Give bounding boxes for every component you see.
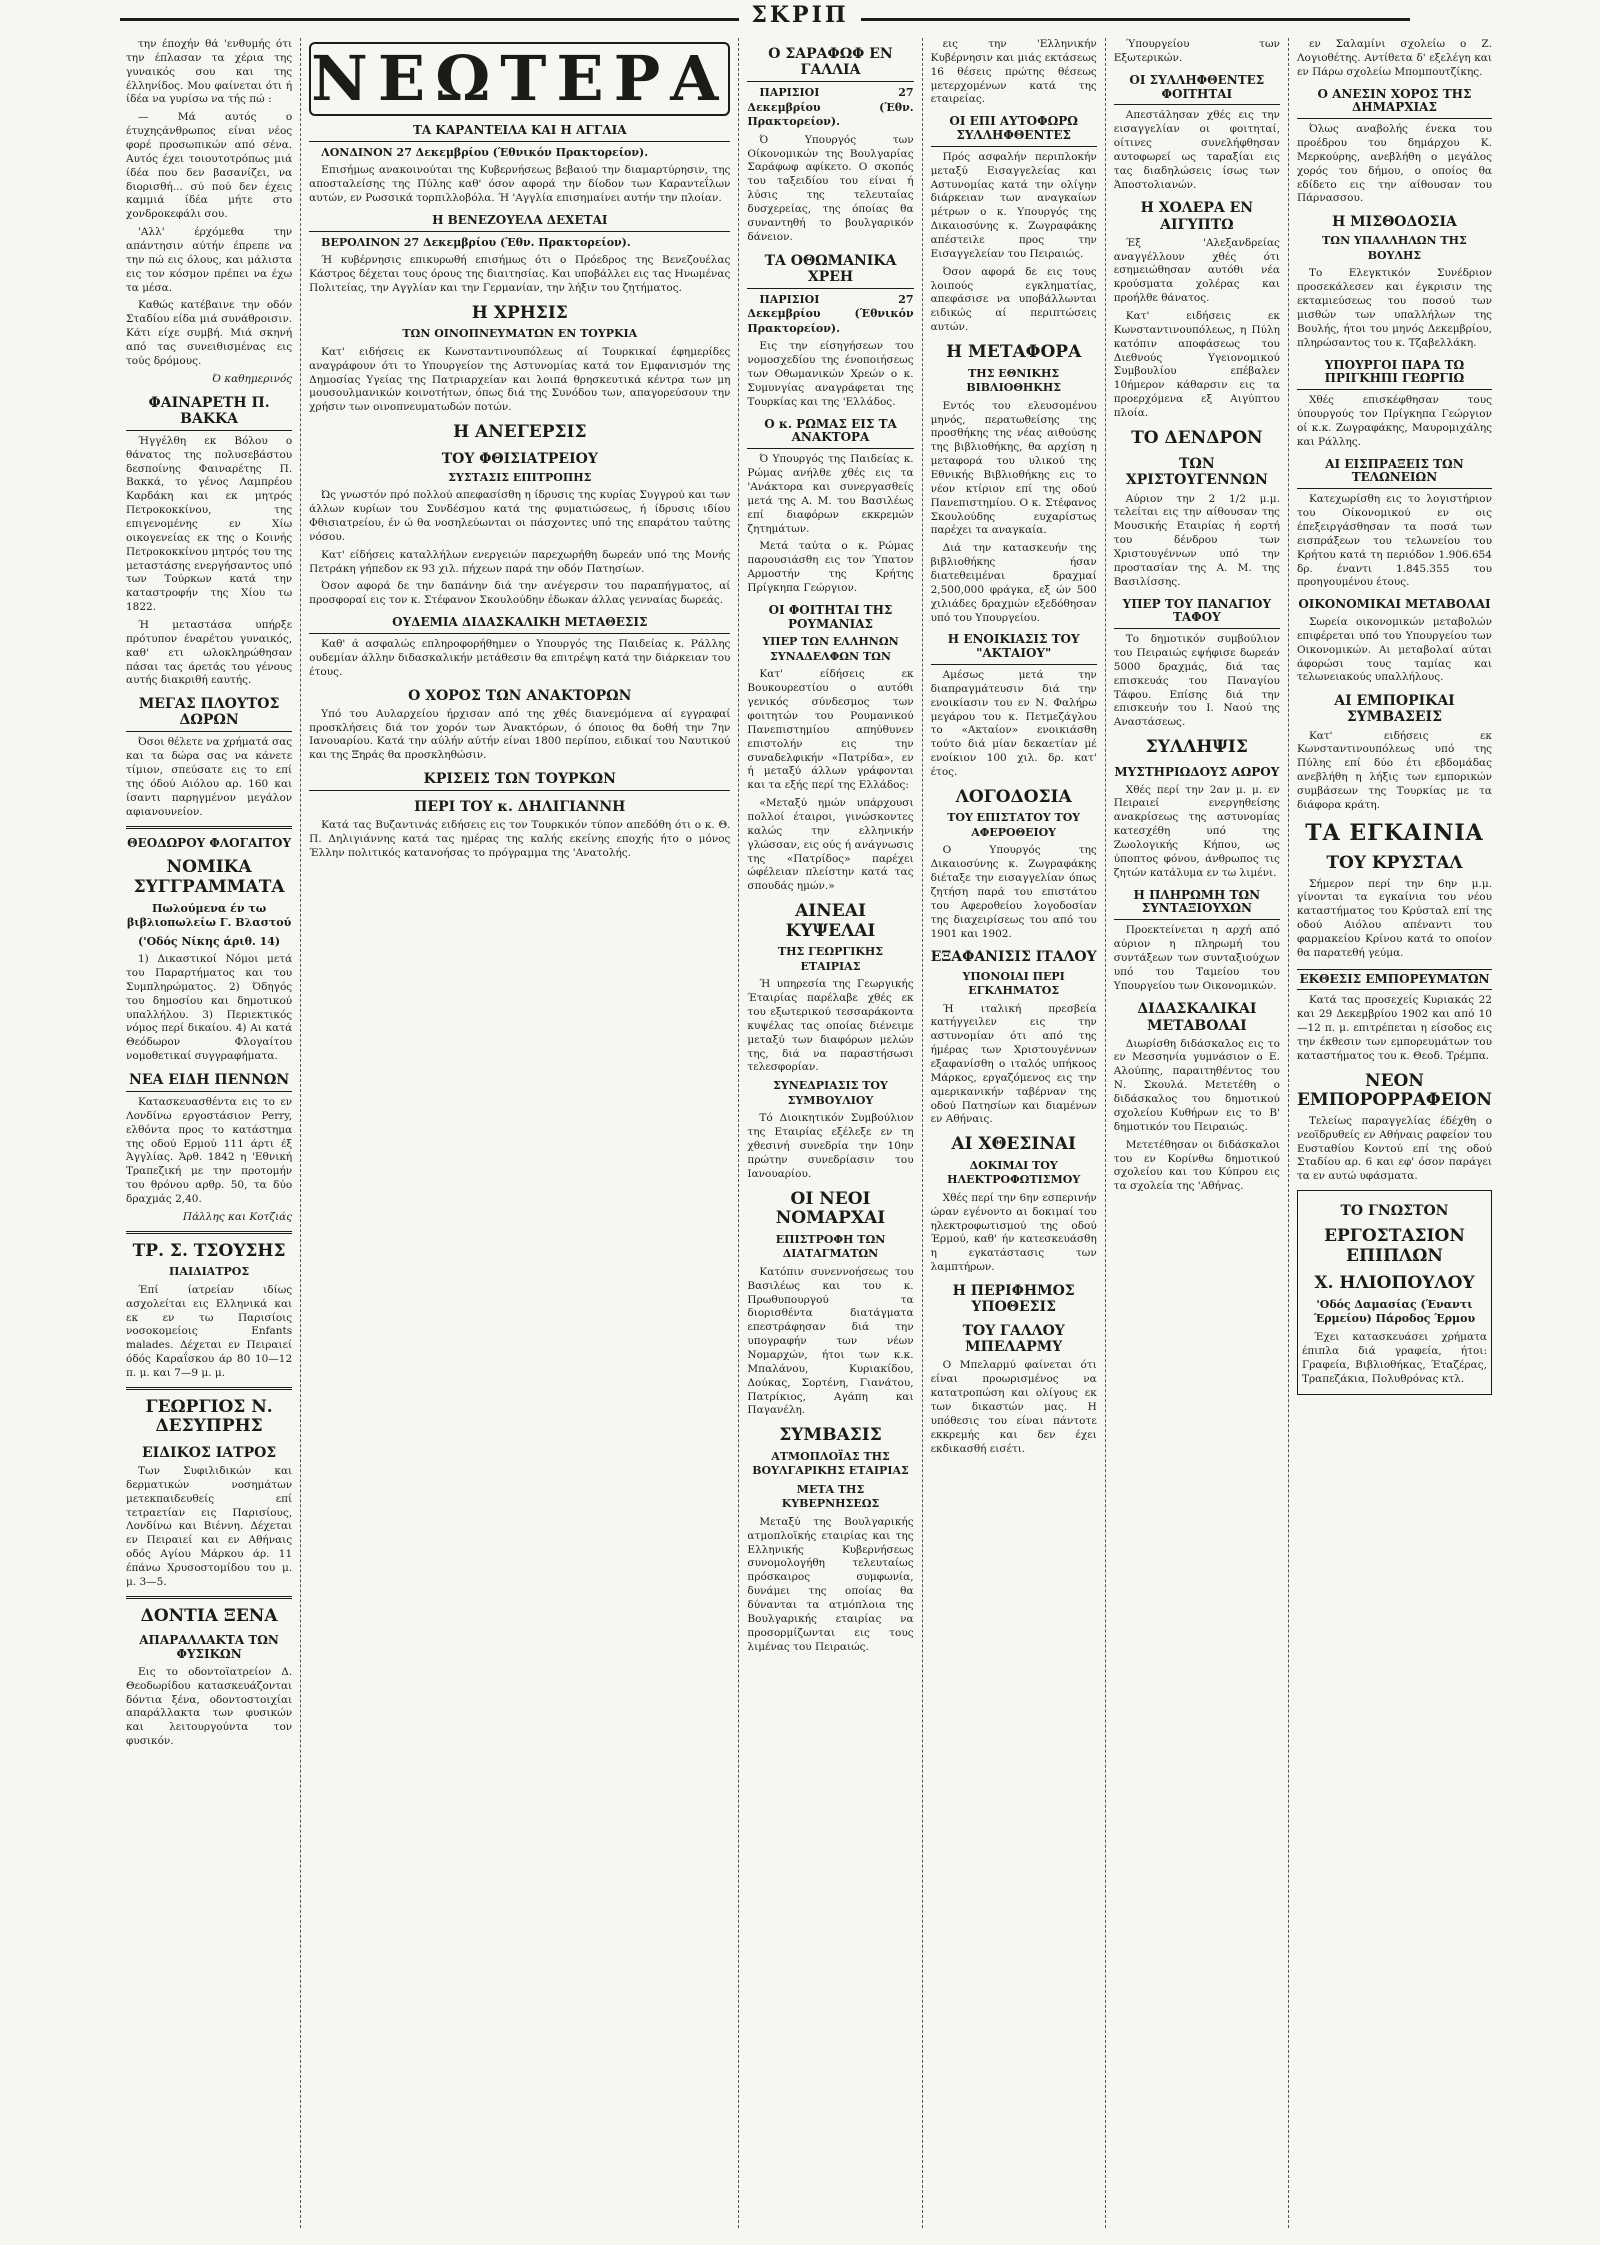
headline: ΠΕΡΙ ΤΟΥ κ. ΔΗΛΙΓΙΑΝΝΗ — [414, 799, 626, 816]
headline: ΤΡ. Σ. ΤΣΟΥΣΗΣ — [132, 1240, 286, 1261]
article-text: Έξ 'Αλεξανδρείας αναγγέλλουν χθές ότι εσημειώθησαν αυτόθι νέα κρούσματα χολέρας και προήλθε θάνατος. — [1113, 236, 1280, 305]
headline: ΤΩΝ ΧΡΙΣΤΟΥΓΕΝΝΩΝ — [1125, 456, 1268, 489]
article-text: Ή κυβέρνησις επικυρωθή επισήμως ότι ο Πρόεδρος της Βενεζουέλας Κάστρος δέχεται τους όρους της διαιτησίας. Και υποβάλλει εις τας Ηνωμένας Πολιτείας, την Αγγλίαν και την Γερμανίαν, την λήξιν του ζητήματος. — [309, 254, 731, 294]
subheadline: ΔΟΚΙΜΑΙ ΤΟΥ ΗΛΕΚΤΡΟΦΩΤΙΣΜΟΥ — [947, 1158, 1081, 1187]
headline: ΑΙ ΧΘΕΣΙΝΑΙ — [951, 1134, 1077, 1155]
column-2 — [301, 38, 739, 2228]
newspaper-columns — [118, 38, 1500, 2228]
headline: ΝΕΑ ΕΙΔΗ ΠΕΝΝΩΝ — [126, 1072, 292, 1092]
article-text: Απεστάλησαν χθές εις την εισαγγελίαν οι φοιτηταί, οίτινες συνελήφθησαν αυτοφωρεί ως ταραξίαι εις τας διαδηλώσεις ίσως των Άποστολιανών. — [1113, 109, 1280, 191]
headline: Ο ΣΑΡΑΦΩΦ ΕΝ ΓΑΛΛΙΑ — [747, 46, 913, 82]
article-text: 1) Δικαστικοί Νόμοι μετά του Παραρτήματος και του Συμπληρώματος. 2) Όδηγός του δημοσίου και δημοτικού υπαλλήλου. 3) Περιεκτικός νόμος περί δικαίου. 4) Αι κατά Θεόδωρον Φλογαίτου νομοθετικαί συγγραφήματα. — [126, 953, 293, 1063]
dateline: ΛΟΝΔΙΝΟΝ 27 Δεκεμβρίου (Έθνικόν Πρακτορείον). — [321, 145, 649, 159]
article-text: Κατά τας προσεχείς Κυριακάς 22 και 29 Δεκεμβρίου 1902 και από 10—12 π. μ. επιτρέπεται η είσοδος εις την έκθεσιν των εμπορευμάτων του καταστήματος του κ. Θεοδ. Τρέμπα. — [1296, 994, 1492, 1062]
article-text: Εντός του ελευσομένου μηνός, περατωθείσης της προσθήκης της νέας αιθούσης της βιβλιοθήκης, θα αρχίση η μεταφορά του υλικού της Εθνικής Βιβλιοθήκης εις το νέον κτίριον επί της οδού Πανεπιστημίου. Ο κ. Στέφανος Σκουλούδης ευχαρίστως παρέχει τα αναγκαία. — [930, 399, 1097, 537]
subheadline: ΣΥΝΕΔΡΙΑΣΙΣ ΤΟΥ ΣΥΜΒΟΥΛΙΟΥ — [773, 1079, 888, 1107]
headline: Ο ΧΟΡΟΣ ΤΩΝ ΑΝΑΚΤΟΡΩΝ — [408, 687, 632, 704]
headline: ΘΕΟΔΩΡΟΥ ΦΛΟΓΑΙΤΟΥ — [127, 835, 292, 850]
headline: ΟΙ ΝΕΟΙ ΝΟΜΑΡΧΑΙ — [775, 1188, 886, 1229]
headline: ΤΟ ΔΕΝΔΡΟΝ — [1131, 427, 1263, 448]
subheadline: ΤΩΝ ΟΙΝΟΠΝΕΥΜΑΤΩΝ ΕΝ ΤΟΥΡΚΙΑ — [402, 327, 638, 341]
headline: Χ. ΗΛΙΟΠΟΥΛΟΥ — [1314, 1273, 1475, 1294]
headline: ΤΑ ΚΑΡΑΝΤΕΙΛΑ ΚΑΙ Η ΑΓΓΛΙΑ — [309, 124, 730, 142]
article-text: Εις το οδοντοϊατρείον Δ. Θεοδωρίδου κατασκευάζονται δόντια ξένα, οδοντοστοιχίαι απαράλλακτα των φυσικών και λειτουργούντα τον φυσικόν. — [126, 1665, 293, 1748]
headline: Η ΜΙΣΘΟΔΟΣΙΑ — [1332, 214, 1457, 231]
headline: ΤΟΥ ΚΡΥΣΤΑΛ — [1326, 852, 1463, 873]
article-text: Κατ' ειδήσεις εκ Κωνσταντινουπόλεως, η Πύλη κατόπιν αποφάσεως του Διεθνούς Υγειονομικού Συμβουλίου επέβαλεν 10ήμερον κάθαρσιν εις τα προερχόμενα εξ Αιγύπτου πλοία. — [1113, 309, 1280, 419]
headline: ΟΙ ΦΟΙΤΗΤΑΙ ΤΗΣ ΡΟΥΜΑΝΙΑΣ — [768, 602, 893, 631]
headline: Η ΒΕΝΕΖΟΥΕΛΑ ΔΕΧΕΤΑΙ — [309, 214, 730, 232]
subheadline: ΕΠΙΣΤΡΟΦΗ ΤΩΝ ΔΙΑΤΑΓΜΑΤΩΝ — [775, 1232, 886, 1261]
article-text: Σήμερον περί την 6ην μ.μ. γίνονται τα εγκαίνια του νέου καταστήματος του Κρύσταλ επί της οδού Αιόλου απέναντι του φαρμακείου Κρίνου κατά το οποίον θα παρατεθή γεύμα. — [1296, 877, 1492, 959]
subheadline: ΣΥΣΤΑΣΙΣ ΕΠΙΤΡΟΠΗΣ — [448, 470, 592, 484]
article-text: Καθ' ά ασφαλώς επληροφορήθημεν ο Υπουργός της Παιδείας κ. Ράλλης ουδεμίαν άλλην διδασκαλικήν μετάθεσιν θα επιτρέψη κατά την διάρκειαν του έτους. — [309, 637, 731, 678]
subheadline: ΤΗΣ ΓΕΩΡΓΙΚΗΣ ΕΤΑΙΡΙΑΣ — [777, 945, 884, 973]
article-text: Όλως αναβολής ένεκα του προέδρου του δημάρχου Κ. Μερκούρης, ανεβλήθη ο μεγάλος χορός του δήμου, ο οποίος θα εδίδετο εις την αίθουσαν του Πάρνασσου. — [1296, 123, 1492, 205]
subheadline: ΤΩΝ ΥΠΑΛΛΗΛΩΝ ΤΗΣ ΒΟΥΛΗΣ — [1322, 234, 1467, 262]
column-5 — [1106, 38, 1289, 2228]
subheadline: ΠΑΙΔΙΑΤΡΟΣ — [169, 1265, 250, 1279]
article-text: Κατ' ειδήσεις εκ Κωνσταντινουπόλεως υπό της Πύλης επί δύο έτι εβδομάδας ανεβλήθη η λήξις των εμπορικών συμβάσεων της Τουρκίας με τα διάφορα κράτη. — [1296, 729, 1492, 811]
article-text: Ήγγέλθη εκ Βόλου ο θάνατος της πολυσεβάστου δεσποίνης Φαιναρέτης Π. Βακκά, το γένος Λαμπρέου Καρδάκη και εκ μητρός Πετροκοκκίνου, της επιγενομένης εν Χίω οικογενείας εκ της ο Κοινής Πετροκοκκίνου μητρός του της μεταστάσης ενεργήσαντος υπό των Τούρκων κατά την καταστροφήν της Χίου τω 1822. — [126, 434, 293, 614]
column-3 — [739, 38, 922, 2228]
headline: ΕΞΑΦΑΝΙΣΙΣ ΙΤΑΛΟΥ — [930, 949, 1097, 966]
headline: ΟΙ ΣΥΛΛΗΦΘΕΝΤΕΣ ΦΟΙΤΗΤΑΙ — [1114, 74, 1280, 106]
subheadline: ΑΤΜΟΠΛΟΪΑΣ ΤΗΣ ΒΟΥΛΓΑΡΙΚΗΣ ΕΤΑΙΡΙΑΣ — [752, 1449, 909, 1478]
masthead-title: ΣΚΡΙΠ — [0, 2, 1600, 28]
headline: Η ΠΕΡΙΦΗΜΟΣ ΥΠΟΘΕΣΙΣ — [952, 1283, 1075, 1316]
article-text: Το δημοτικόν συμβούλιον του Πειραιώς εψήφισε δωρεάν 5000 δραχμάς, διά τας επισκευάς του Παναγίου Τάφου. Επίσης διά την επισκευήν του Ι. Ναού της Αναστάσεως. — [1113, 633, 1280, 729]
headline: ΤΟΥ ΦΘΙΣΙΑΤΡΕΙΟΥ — [441, 450, 598, 467]
column-4 — [923, 38, 1106, 2228]
headline: ΥΠΟΥΡΓΟΙ ΠΑΡΑ ΤΩ ΠΡΙΓΚΗΠΙ ΓΕΩΡΓΙΩ — [1297, 359, 1492, 391]
article-text: Ή ιταλική πρεσβεία κατήγγειλεν εις την αστυνομίαν ότι από της ήμέρας των Χριστουγέννων εξαφανίσθη ο ιταλός υπήκοος Μάρκος, εργαζόμενος εις την αμερικανικήν ταβέρναν της οδού Πατησίων και διαμένων εν Αθήναις. — [930, 1002, 1097, 1126]
article-text: Κατά τας Βυζαντινάς ειδήσεις εις τον Τουρκικόν τύπον απεδόθη ότι ο κ. Θ. Π. Δηλιγιάννης κατά τας ημέρας της καλής εκείνης εποχής ήτο ο μόνος Έλλην πολιτικός κατανοήσας το πρόγραμμα της 'Ανατολής. — [309, 819, 731, 859]
masthead — [0, 0, 1600, 36]
article-text: Προεκτείνεται η αρχή από αύριον η πληρωμή του συντάξεων των συνταξιούχων υπό του Ταμείου του Υπουργείου των Οικονομικών. — [1113, 924, 1280, 992]
article-text: Κατόπιν συνεννοήσεως του Βασιλέως και του κ. Πρωθυπουργού τα διορισθέντα διατάγματα επεστράφησαν διά την υπογραφήν των νέων Νομαρχών, ήτοι των κ.κ. Μπαλάνου, Κυριακίδου, Δούκας, Σορτένη, Γιανάτου, Πατρίκιος, Αγάπη και Παγανέλη. — [747, 1265, 914, 1417]
article-text: Επισήμως ανακοινούται της Κυβερνήσεως βεβαιού την διαμαρτύρησιν, της αποσταλείσης της Πύλης καθ' όσον αφορά την δίοδον των Καραντεΐλων αυτών, εν Ρωσσικά τορπιλλοβόλα. Ή 'Αγγλία επισημαίνει αυτήν την πλοίαν. — [309, 164, 731, 205]
headline: ΜΕΓΑΣ ΠΛΟΥΤΟΣ ΔΩΡΩΝ — [126, 696, 292, 732]
headline: Ο κ. ΡΩΜΑΣ ΕΙΣ ΤΑ ΑΝΑΚΤΟΡΑ — [747, 418, 913, 450]
article-text: Των Συφιλιδικών και δερματικών νοσημάτων μετεκπαιδευθείς επί τετραετίαν εις Παρισίους, Λονδίνω και Βιέννη. Δέχεται εν Πειραιεί και εν Αθήναις οδός Αγίου Μάρκου άρ. 11 έπάνω Χρυσοστομίδου του μ. μ. 3—5. — [126, 1465, 293, 1588]
headline: Η ΠΛΗΡΩΜΗ ΤΩΝ ΣΥΝΤΑΞΙΟΥΧΩΝ — [1114, 889, 1280, 921]
headline: ΑΙΝΕΑΙ ΚΥΨΕΛΑΙ — [785, 901, 876, 941]
article-text: Κατεχωρίσθη εις το λογιστήριον του Οίκονομικού εν οις έπεξειργάσθησαν τα ποσά των εισπράξεων του τελωνείου του Κρήτου κατά τη περιόδον 1.906.654 δρ. έναντι 1.845.355 του προηγουμένου έτους. — [1296, 493, 1492, 589]
article-text: Πρός ασφαλήν περιπλοκήν μεταξύ Εισαγγελείας και Αστυνομίας κατά την ολίγην διάρκειαν των αναγκαίων μέτρων ο κ. Υπουργός της Δικαιοσύνης κ. Ζωγραφάκης απέστειλε προς την Εισαγγελείαν του Πειραιώς. — [930, 150, 1097, 260]
article-text: Αύριον την 2 1/2 μ.μ. τελείται εις την αίθουσαν της Μουσικής Εταιρίας ή εορτή του δένδρου των Χριστουγέννων υπό την προστασίαν της Α. Μ. της Βασιλίσσης. — [1113, 492, 1280, 588]
headline: ΤΑ ΟΘΩΜΑΝΙΚΑ ΧΡΕΗ — [747, 253, 913, 289]
headline: ΝΟΜΙΚΑ ΣΥΓΓΡΑΜΜΑΤΑ — [133, 857, 285, 897]
article-text: Χθές επισκέφθησαν τους ύπουργούς τον Πρίγκηπα Γεώργιον οί κ.κ. Ζωγραφάκης, Μαυρομιχάλης και Ράλλης. — [1296, 394, 1492, 448]
subheadline: 'Οδός Δαμασίας (Έναντι Έρμείου) Πάροδος Έρμου — [1313, 1297, 1476, 1326]
article-text: Κατ' είδήσεις εκ Βουκουρεστίου ο αυτόθι γενικός σύνδεσμος των φοιτητών του Ρουμανικού Πανεπιστημίου απηύθυνεν επιστολήν εις την συναδελφικήν «Πατρίδα», εν ή μεταξύ άλλων γράφονται και τα εξής περί της Ελλάδος: — [747, 668, 914, 792]
article-text: Χθές περί την 2αν μ. μ. εν Πειραιεί ενεργηθείσης ανακρίσεως της αστυνομίας κατεσχέθη υπό της Ζωολογικής Κήπου, ως ύποπτος φόνου, άνθρωπος τις ζητών κατάλυμα εν τω λιμένι. — [1113, 783, 1280, 879]
article-text: Έχει κατασκευάσει χρήματα έπιπλα διά γραφεία, ήτοι: Γραφεία, Βιβλιοθήκας, Έταζέρας, Τραπεζάκια, Πολυθρόνας κτλ. — [1301, 1330, 1487, 1385]
headline: ΤΑ ΕΓΚΑΙΝΙΑ — [1305, 819, 1484, 846]
article-text: Όσοι θέλετε να χρήματά σας και τα δώρα σας να κάνετε τίμιον, σπεύσατε εις το επί της όδού Αιόλου αρ. 160 και ίσαντι παρηγμένον μεγάλον αφιανουνείον. — [126, 736, 293, 818]
subheadline: ('Οδός Νίκης άριθ. 14) — [138, 934, 281, 948]
article-text: Κατ' είδήσεις καταλλήλων ενεργειών παρεχωρήθη δωρεάν υπό της Μονής Πετράκη γήπεδον εκ 93 χιλ. πήχεων παρά την οδόν Πατησίων. — [309, 548, 731, 575]
advertisement-box — [1297, 1190, 1492, 1395]
divider — [126, 1231, 292, 1234]
article-text: «Μεταξύ ημών υπάρχουσι πολλοί έταιροι, γινώσκοντες καλώς την ελληνικήν γλώσσαν, εις ούς ή ανάγνωσις της «Πατρίδος» παρέχει ώφέλειαν πλείστην κατά τας σπουδάς ημών.» — [747, 797, 914, 893]
divider — [126, 1596, 292, 1599]
article-text: Όσον αφορά δε την δαπάνην διά την ανέγερσιν του παραπήγματος, αί προσφοραί εις τον κ. Στέφανον Σκουλούδην έδωκαν άλλας γενναίας δωρεάς. — [309, 580, 731, 607]
headline: ΔΟΝΤΙΑ ΞΕΝΑ — [140, 1605, 278, 1626]
headline: Η ΑΝΕΓΕΡΣΙΣ — [453, 422, 587, 443]
article-text: την έποχήν θά 'ενθυμής ότι την έπλασαν τα χέρια της γυναικός σου και της έλληνίδος. Μου φαίνεται ότι ή ίδέα να γυρίσω να τής πώ : — [126, 38, 293, 106]
headline: Η ΧΡΗΣΙΣ — [471, 302, 568, 323]
article-text: Κατασκευασθέντα εις το εν Λονδίνω εργοστάσιον Perry, ελθόντα προς το κατάστημα της οδού Ερμού 111 άρτι έξ Άγγλίας. Άρθ. 1842 η 'Εθνική Τραπεζική με την προτομήν του θρόνου αρθρ. 50, τα δύο δραχμάς 2,40. — [126, 1096, 293, 1206]
article-text: Σωρεία οικονομικών μεταβολών επιφέρεται υπό του Υπουργείου των Οικονομικών. Αι μεταβολαί αύται άφορώσι τους ταμίας και τελωνειακούς υπαλλήλους. — [1296, 616, 1492, 684]
article-text: Τό Διοικητικόν Συμβούλιον της Εταιρίας εξέλεξε εν τη χθεσινή συνεδρία την 10ην πρώτην συνεδρίασιν του Ιανουαρίου. — [747, 1112, 914, 1180]
article-text: Κατ' ειδήσεις εκ Κωνσταντινουπόλεως αί Τουρκικαί έφημερίδες αναγράφουν ότι το Υπουργείον της Αστυνομίας κατά τον Εμφανισμόν της Δημοσίας Υγείας της Πατριαρχείαν και λοιπά θρησκευτικά κέντρα των μη μουσουλμανικών κοινοτήτων, όπως διά της Συνόδου των, απαγορεύσουν την χρήσιν των οινοπνευματωδών ποτών. — [309, 345, 731, 414]
dateline: ΠΑΡΙΣΙΟΙ 27 Δεκεμβρίου (Έθνικόν Πρακτορείον). — [747, 292, 914, 335]
subheadline: ΥΠΕΡ ΤΩΝ ΕΛΛΗΝΩΝ ΣΥΝΑΔΕΛΦΩΝ ΤΩΝ — [762, 635, 899, 663]
headline: ΦΑΙΝΑΡΕΤΗ Π. ΒΑΚΚΑ — [126, 395, 292, 431]
article-text: Ό Υπουργός των Οίκονομικών της Βουλγαρίας Σαράφωφ αφίκετο. Ο σκοπός του ταξειδίου του είναι ή λύσις της τελευταίας δυσχερείας, της όποίας θα συναντηθή το βουλγαρικόν δάνειον. — [747, 133, 914, 243]
headline: ΓΕΩΡΓΙΟΣ Ν. ΔΕΣΥΠΡΗΣ — [145, 1396, 273, 1437]
article-text: Ύπουργείου των Εξωτερικών. — [1113, 38, 1280, 64]
article-text: Ώς γνωστόν πρό πολλού απεφασίσθη η ίδρυσις της κυρίας Συγγρού και των άλλων κυρίων του Συνδέσμου κατά της φυματιώσεως, ή ίδρυσις ιδίου Φθισιατρείου, έν ώ θα νοσηλεύωνται οι πάσχοντες υπό της επαράτου ταύτης νόσου. — [309, 489, 731, 543]
column-1 — [118, 38, 301, 2228]
headline: Η ΕΝΟΙΚΙΑΣΙΣ ΤΟΥ "ΑΚΤΑΙΟΥ" — [931, 633, 1097, 665]
subheadline: ΥΠΟΝΟΙΑΙ ΠΕΡΙ ΕΓΚΛΗΜΑΤΟΣ — [962, 969, 1065, 998]
subheadline: ΜΕΤΑ ΤΗΣ ΚΥΒΕΡΝΗΣΕΩΣ — [781, 1482, 880, 1511]
headline: ΜΥΣΤΗΡΙΩΔΟΥΣ ΑΩΡΟΥ — [1114, 764, 1280, 779]
headline: Ο ΑΝΕΣΙΝ ΧΟΡΟΣ ΤΗΣ ΔΗΜΑΡΧΙΑΣ — [1297, 88, 1492, 120]
article-text: 'Αλλ' έρχόμεθα την απάντησιν αύτήν έπρεπε να την πώ εις όλους, και μάλιστα εις τον κόσμον πρέπει να έχω τα μέσα. — [126, 226, 293, 294]
headline: ΣΥΛΛΗΨΙΣ — [1145, 737, 1248, 758]
subheadline: Πωλούμενα έν τω βιβλιοπωλείω Γ. Βλαστού — [126, 901, 292, 930]
article-text: εν Σαλαμίνι σχολείω ο Ζ. Λογιοθέτης. Αντίθετα δ' εξελέγη και εν Πάρω σχολείω Μπομπουτζίκης. — [1296, 38, 1492, 78]
article-text: Υπό του Αυλαρχείου ήρχισαν από της χθές διανεμόμενα αί εγγραφαί προσκλήσεις διά τον χορόν των Άνακτόρων, ό όποιος θα δοθή την 7ην Ιανουαρίου. Κατά την αύλήν αύτήν είναι 1800 περίπου, ειδικαί του Ναυτικού και της Ξηράς θα προσκληθώσιν. — [309, 707, 731, 762]
headline: ΣΥΜΒΑΣΙΣ — [779, 1425, 882, 1446]
article-text: Έπί ίατρείαν ιδίως ασχολείται εις Ελληνικά και εκ εν τω Παρισίοις νοσοκομείοις Enfants malades. Δέχεται εν Πειραιεί όδός Καραΐσκου άρ 80 10—12 π. μ. και 7—9 μ. μ. — [126, 1283, 293, 1379]
article-text: Καθώς κατέβαινε την οδόν Σταδίου είδα μιά συνάθροισιν. Κάτι είχε συμβή. Μιά σκηνή από τας συνειθισμένας εις τούς δρόμους. — [126, 299, 293, 367]
dateline: ΒΕΡΟΛΙΝΟΝ 27 Δεκεμβρίου (Έθν. Πρακτορείον). — [321, 235, 631, 249]
headline: ΟΙ ΕΠΙ ΑΥΤΟΦΩΡΩ ΣΥΛΛΗΦΘΕΝΤΕΣ — [931, 115, 1097, 147]
headline: ΛΟΓΟΔΟΣΙΑ — [955, 786, 1072, 807]
column-6 — [1289, 38, 1500, 2228]
article-text: Χθές περί την 6ην εσπερινήν ώραν εγένοντο αι δοκιμαί του ηλεκτροφωτισμού της οδού Έρμού, καθ' ήν κατεσκευάσθη η εγκατάστασις των λαμπτήρων. — [930, 1191, 1097, 1274]
article-text: Αμέσως μετά την διαπραγμάτευσιν διά την ενοικίασιν του εν Ν. Φαλήρω μεγάρου του κ. Πετμεζάγλου το «Ακταίον» ενοικιάσθη τούτο διά μίαν δεκαετίαν μέ ενοίκιον 100 χιλ. δρ. κατ' έτος. — [930, 668, 1097, 778]
headline: ΕΙΔΙΚΟΣ ΙΑΤΡΟΣ — [141, 1444, 277, 1461]
article-text: Μετά ταύτα ο κ. Ρώμας παρουσιάσθη εις τον Ύπατον Αρμοστήν της Κρήτης Πρίγκηπα Γεώργιον. — [747, 540, 914, 594]
headline: ΤΟΥ ΓΑΛΛΟΥ ΜΠΕΛΑΡΜΥ — [962, 1323, 1065, 1356]
headline: ΤΟ ΓΝΩΣΤΟΝ — [1340, 1203, 1449, 1220]
dateline: ΠΑΡΙΣΙΟΙ 27 Δεκεμβρίου (Έθν. Πρακτορείον). — [747, 86, 914, 129]
headline: ΑΙ ΕΙΣΠΡΑΞΕΙΣ ΤΩΝ ΤΕΛΩΝΕΙΩΝ — [1297, 458, 1492, 490]
article-text: εις την 'Ελληνικήν Κυβέρνησιν και μιάς εκτάσεως 16 θέσεις πρώτης θέσεως μετερχομένων κατά της εταιρείας. — [930, 38, 1097, 106]
article-text: Όσον αφορά δε εις τους λοιπούς εγκληματίας, απεφάσισε να υποβάλλωνται ειδικώς αί περιπτώσεις αυτών. — [930, 265, 1097, 334]
signature: Ό καθημερινός — [212, 372, 293, 385]
article-text: Ή υπηρεσία της Γεωργικής Έταιρίας παρέλαβε χθές εκ του εξωτερικού τεσσαράκοντα κυψέλας τας οποίας διένειμε μεταξύ των διαφόρων μελών της, διά να παραστήσωσι τελεσφορίαν. — [747, 978, 914, 1074]
signature: Πάλλης και Κοτζιάς — [182, 1210, 293, 1223]
article-text: Τελείως παραγγελίας έδέχθη ο νεοϊδρυθείς εν Αθήναις ραφείον του Ευσταθίου Κοντού επί της οδού Σταδίου αρ. 6 και εφ' όσον παράγει τα εν αυτώ υφάσματα. — [1296, 1114, 1492, 1183]
headline: ΚΡΙΣΕΙΣ ΤΩΝ ΤΟΥΡΚΩΝ — [309, 771, 730, 791]
article-text: Το Ελεγκτικόν Συνέδριον προσεκάλεσεν και έγκρισιν της εκταμιεύσεως του ποσού των μισθών των υπαλλήλων της Βουλής, ήτοι του μηνός Δεκεμβρίου, πληρώσαντος του κ. Τζαβελλάκη. — [1296, 267, 1492, 349]
article-text: Μεταξύ της Βουλγαρικής ατμοπλοϊκής εταιρίας και της Ελληνικής Κυβερνήσεως συνομολογήθη τελευταίως πρόσκαιρος συμφωνία, δυνάμει της οποίας θα δύνανται τα ατμόπλοια της Βουλγαρικής εταιρίας να προσορμίζωνται εις τους λιμένας του Πειραιώς. — [747, 1515, 914, 1653]
article-text: Εις την είσηγήσεων του νομοσχεδίου της ένοποιήσεως των Οθωμανικών Χρεών ο κ. Συμυνγίας αναγράφεται της Τουρκίας και της 'Ελλάδος. — [747, 340, 914, 408]
article-text: Ή μεταστάσα υπήρξε πρότυπον έναρέτου γυναικός, καθ' ετι ωλοκληρώθησαν πάσαι τας άρετάς του γένους αυτής διακριθή εαυτής. — [126, 618, 293, 687]
headline: ΟΥΔΕΜΙΑ ΔΙΔΑΣΚΑΛΙΚΗ ΜΕΤΑΘΕΣΙΣ — [309, 616, 730, 634]
article-text: Διά την κατασκευήν της βιβλιοθήκης ήσαν διατεθειμέναι δραχμαί 2,500,000 φράγκα, εξ ών 500 χιλιάδες δραχμών εξεδόθησαν υπό του Υπουργείου. — [930, 542, 1097, 624]
headline: ΕΡΓΟΣΤΑΣΙΟΝ ΕΠΙΠΛΩΝ — [1324, 1226, 1465, 1266]
headline: ΥΠΕΡ ΤΟΥ ΠΑΝΑΓΙΟΥ ΤΑΦΟΥ — [1114, 598, 1280, 630]
article-text: Ο Υπουργός της Δικαιοσύνης κ. Ζωγραφάκης διέταξε την εισαγγελίαν όπως ζητήση παρά του επιστάτου του Αφεροθείου λογοδοσίαν της διαχειρίσεως του από του 1901 και 1902. — [930, 844, 1097, 940]
article-text: Μετετέθησαν οι διδάσκαλοι του εν Κορίνθω δημοτικού σχολείου και του Κύπρου εις τα σχολεία της 'Αθήνας. — [1113, 1138, 1280, 1193]
headline: Η ΧΟΛΕΡΑ ΕΝ ΑΙΓΥΠΤΩ — [1140, 200, 1254, 233]
headline: Η ΜΕΤΑΦΟΡΑ — [946, 342, 1082, 363]
article-text: — Μά αυτός ο έτυχηςάνθρωπος είναι νέος φορέ προσωπικών από σένα. Αυτός έχει τοιουτοτρόπως μιά ίδέα που δεν βασανίζει, να διορισθή... σύ πού δεν έχεις καμμιά ίδέα μήτε στο χονδροκεφάλι σου. — [126, 111, 293, 221]
divider — [126, 1387, 292, 1390]
headline: ΕΚΘΕΣΙΣ ΕΜΠΟΡΕΥΜΑΤΩΝ — [1297, 969, 1492, 991]
headline: ΟΙΚΟΝΟΜΙΚΑΙ ΜΕΤΑΒΟΛΑΙ — [1298, 597, 1491, 612]
subheadline: ΤΗΣ ΕΘΝΙΚΗΣ ΒΙΒΛΙΟΘΗΚΗΣ — [966, 366, 1062, 395]
headline: ΑΠΑΡΑΛΛΑΚΤΑ ΤΩΝ ΦΥΣΙΚΩΝ — [139, 1633, 279, 1662]
section-banner: ΝΕΩΤΕΡΑ — [311, 42, 729, 115]
headline: ΔΙΔΑΣΚΑΛΙΚΑΙ ΜΕΤΑΒΟΛΑΙ — [1137, 1001, 1257, 1034]
article-text: Διωρίσθη διδάσκαλος εις το εν Μεσσηνία γυμνάσιον ο Ε. Αλούπης, παραιτηθέντος του Ν. Σκουλά. Μετετέθη ο διδάσκαλος του δημοτικού σχολείου Κυθήρων εις το Β' δημοτικόν του Πειραιώς. — [1113, 1037, 1280, 1133]
headline: ΑΙ ΕΜΠΟΡΙΚΑΙ ΣΥΜΒΑΣΕΙΣ — [1334, 693, 1455, 726]
headline: ΝΕΟΝ ΕΜΠΟΡΟΡΡΑΦΕΙΟΝ — [1296, 1070, 1492, 1111]
subheadline: ΤΟΥ ΕΠΙΣΤΑΤΟΥ ΤΟΥ ΑΦΕΡΟΘΕΙΟΥ — [947, 811, 1081, 839]
article-text: Ο Μπελαρμύ φαίνεται ότι είναι προωρισμένος να κατατροπώση και ολίγους εκ των δικαστών μας. Η υπόθεσις του είναι πάντοτε εκκρεμής και δεν έχει εκδικασθή εισέτι. — [930, 1359, 1097, 1455]
article-text: Ό Υπουργός της Παιδείας κ. Ρώμας ανήλθε χθές εις τα 'Ανάκτορα και συνεργασθείς μετά της Α. Μ. του Βασιλέως επί διαφόρων εκκρεμών ζητημάτων. — [747, 453, 914, 535]
divider — [126, 826, 292, 829]
